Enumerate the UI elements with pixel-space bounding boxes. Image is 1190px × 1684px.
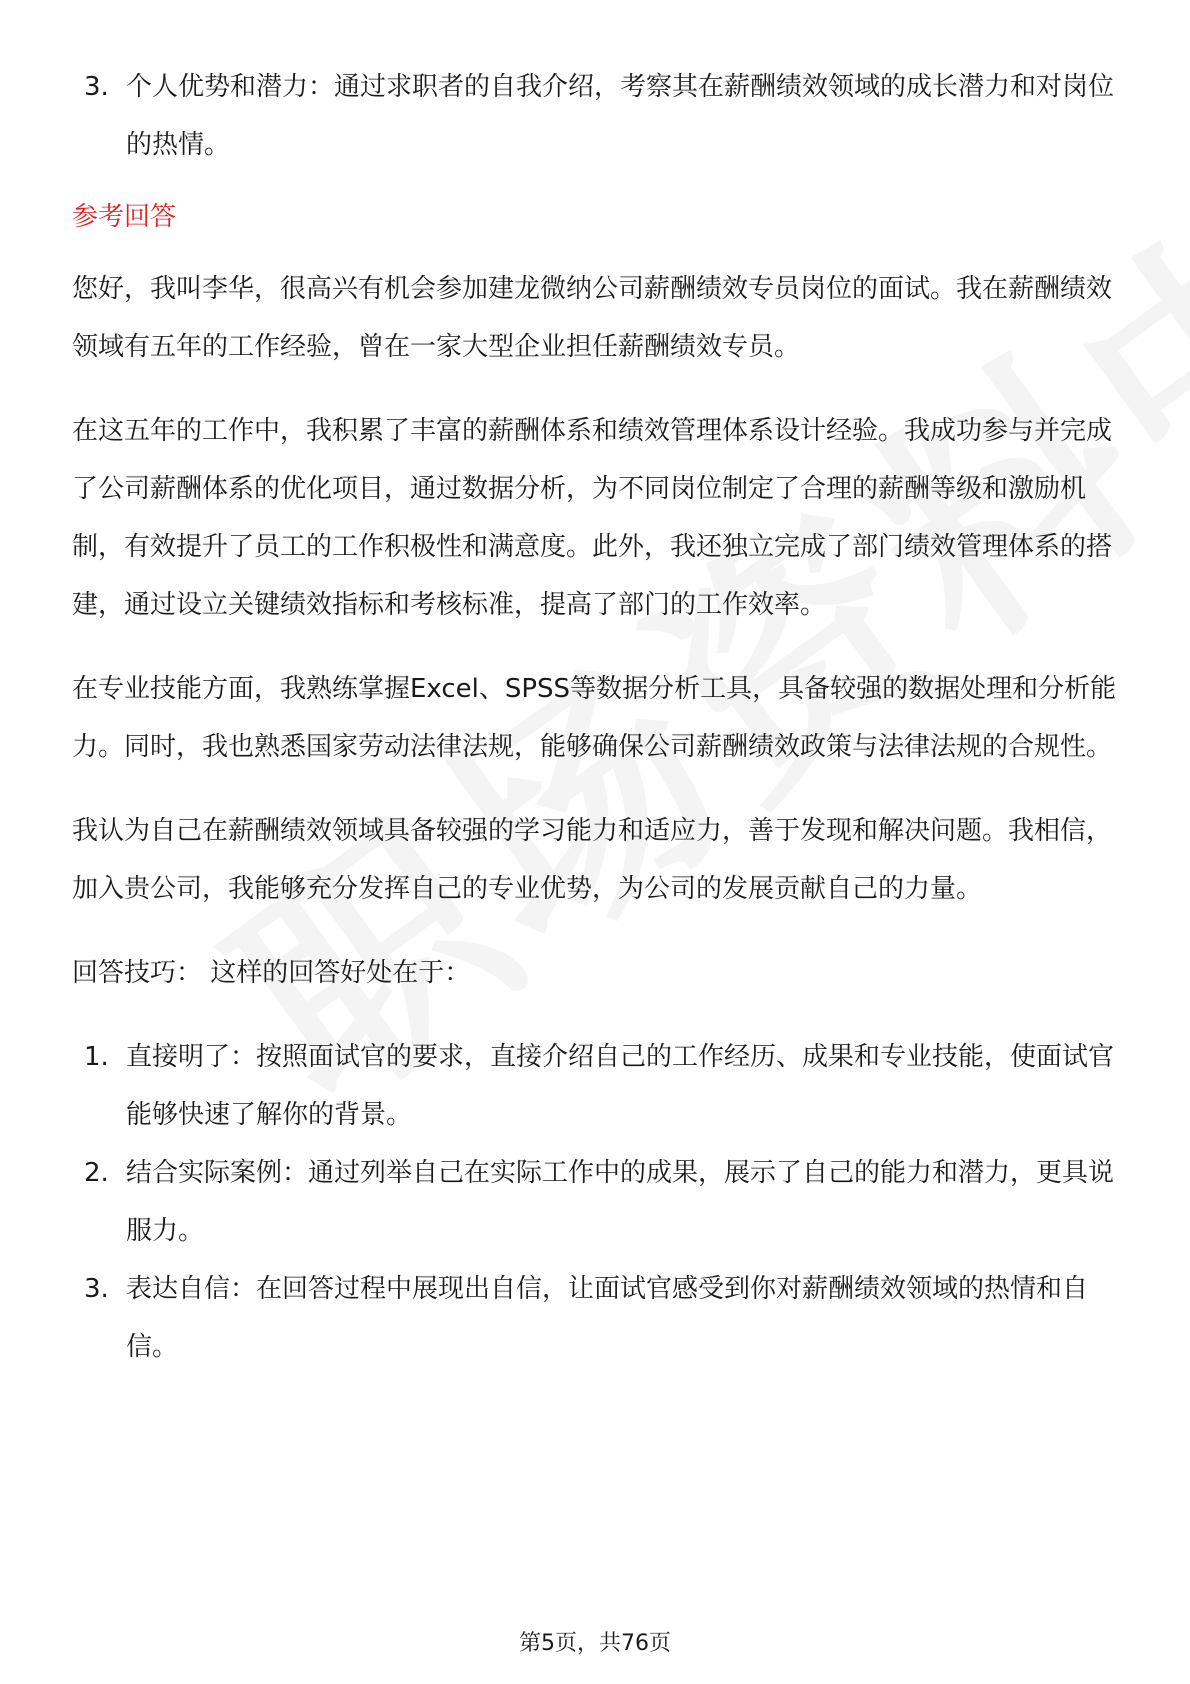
list-item (72, 1260, 1118, 1376)
answer-paragraph: 在这五年的工作中，我积累了丰富的薪酬体系和绩效管理体系设计经验。我成功参与并完成了公司薪酬体系的优化项目，通过数据分析，为不同岗位制定了合理的薪酬等级和激励机制，有效提升了员工的工作积极性和满意度。此外，我还独立完成了部门绩效管理体系的搭建，通过设立关键绩效指标和考核标准，提高了部门的工作效率。 (72, 416, 1113, 620)
section-title: 参考回答 (72, 202, 177, 232)
list-item (72, 1144, 1118, 1260)
list-number: 3. (84, 1274, 109, 1304)
list-item (72, 58, 1118, 174)
answer-paragraph: 您好，我叫李华，很高兴有机会参加建龙微纳公司薪酬绩效专员岗位的面试。我在薪酬绩效领域有五年的工作经验，曾在一家大型企业担任薪酬绩效专员。 (72, 274, 1113, 362)
tips-heading: 回答技巧： 这样的回答好处在于： (72, 958, 471, 988)
list-item-text: 结合实际案例：通过列举自己在实际工作中的成果，展示了自己的能力和潜力，更具说服力。 (126, 1158, 1115, 1246)
list-item-text: 直接明了：按照面试官的要求，直接介绍自己的工作经历、成果和专业技能，使面试官能够快速了解你的背景。 (126, 1042, 1115, 1130)
list-item-text: 个人优势和潜力：通过求职者的自我介绍，考察其在薪酬绩效领域的成长潜力和对岗位的热情。 (126, 72, 1115, 160)
tips-list (72, 1028, 1118, 1376)
list-number: 3. (84, 72, 109, 102)
answer-paragraph: 我认为自己在薪酬绩效领域具备较强的学习能力和适应力，善于发现和解决问题。我相信，加入贵公司，我能够充分发挥自己的专业优势，为公司的发展贡献自己的力量。 (72, 816, 1113, 904)
list-number: 1. (84, 1042, 109, 1072)
page-content (72, 58, 1118, 1376)
list-number: 2. (84, 1158, 109, 1188)
page-number: 第5页，共76页 (519, 1631, 671, 1656)
list-item (72, 1028, 1118, 1144)
answer-paragraph: 在专业技能方面，我熟练掌握Excel、SPSS等数据分析工具，具备较强的数据处理和分析能力。同时，我也熟悉国家劳动法律法规，能够确保公司薪酬绩效政策与法律法规的合规性。 (72, 674, 1117, 762)
list-item-text: 表达自信：在回答过程中展现出自信，让面试官感受到你对薪酬绩效领域的热情和自信。 (126, 1274, 1089, 1362)
